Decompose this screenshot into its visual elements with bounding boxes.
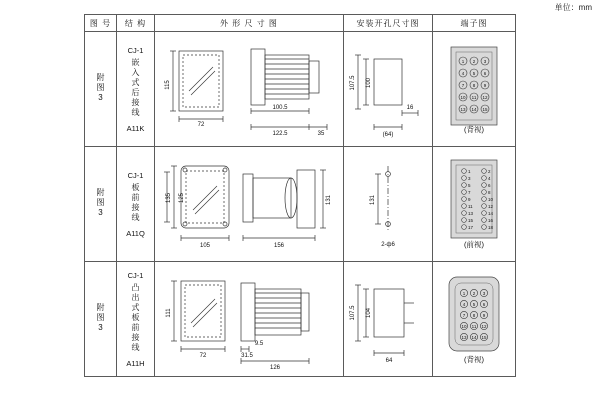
row3-outline-cell <box>154 262 343 377</box>
svg-text:13: 13 <box>460 107 466 112</box>
svg-text:18: 18 <box>487 225 493 230</box>
row2-num-label: 附图3 <box>96 187 105 219</box>
svg-text:5: 5 <box>472 71 476 76</box>
row1-hole-cell <box>343 32 432 147</box>
svg-text:6: 6 <box>483 71 487 76</box>
outline-drawing-svg-2 <box>155 148 343 261</box>
col-header-num: 图 号 <box>85 15 117 32</box>
svg-text:7: 7 <box>462 313 466 318</box>
svg-text:1: 1 <box>461 59 465 64</box>
svg-text:72: 72 <box>197 121 205 128</box>
svg-text:13: 13 <box>461 335 467 340</box>
row3-struct-wrap <box>117 270 154 369</box>
svg-text:6: 6 <box>482 302 486 307</box>
svg-text:13: 13 <box>467 211 473 216</box>
svg-text:10: 10 <box>487 197 493 202</box>
row1-struct-wrap <box>117 45 154 134</box>
dimension-table <box>84 14 516 377</box>
row1-outline-cell <box>154 32 343 147</box>
svg-text:17: 17 <box>467 225 473 230</box>
svg-text:3: 3 <box>483 59 487 64</box>
svg-text:107.5: 107.5 <box>349 74 356 91</box>
svg-text:135: 135 <box>165 192 172 203</box>
row1-num-cell <box>85 32 117 147</box>
svg-text:156: 156 <box>273 242 284 249</box>
row3-hole-cell <box>343 262 432 377</box>
outline-drawing-svg-1 <box>155 33 343 146</box>
svg-text:122.5: 122.5 <box>272 130 288 137</box>
svg-text:3: 3 <box>482 291 486 296</box>
svg-text:7: 7 <box>467 190 471 195</box>
row2-hole-cell <box>343 147 432 262</box>
svg-text:5: 5 <box>472 302 476 307</box>
svg-text:4: 4 <box>487 176 491 181</box>
svg-text:9: 9 <box>482 313 486 318</box>
svg-text:6: 6 <box>487 183 491 188</box>
row1-terminal-caption: (背视) <box>463 125 484 134</box>
svg-text:2: 2 <box>472 291 476 296</box>
svg-text:14: 14 <box>471 107 477 112</box>
svg-text:107.5: 107.5 <box>349 304 356 321</box>
svg-text:105: 105 <box>199 242 210 249</box>
col-header-struct: 结 构 <box>117 15 155 32</box>
svg-text:100.5: 100.5 <box>272 104 288 111</box>
row2-terminal-cell <box>432 147 515 262</box>
svg-text:4: 4 <box>462 302 466 307</box>
row2-outline-cell <box>154 147 343 262</box>
table-row <box>85 147 516 262</box>
svg-text:14: 14 <box>487 211 493 216</box>
svg-text:12: 12 <box>482 95 488 100</box>
outline-drawing-svg-3 <box>155 263 343 376</box>
svg-text:15: 15 <box>482 107 488 112</box>
svg-text:15: 15 <box>481 335 487 340</box>
row1-terminal-drawing <box>433 39 515 139</box>
row3-struct-bot: A11H <box>126 358 145 368</box>
row3-num-label: 附图3 <box>96 302 105 334</box>
svg-text:12: 12 <box>481 324 487 329</box>
row2-num-cell <box>85 147 117 262</box>
svg-text:11: 11 <box>471 95 477 100</box>
svg-text:1: 1 <box>462 291 466 296</box>
svg-text:125: 125 <box>178 192 185 203</box>
svg-text:8: 8 <box>487 190 491 195</box>
svg-text:14: 14 <box>471 335 477 340</box>
hole-drawing-svg-3 <box>344 263 432 376</box>
svg-text:104: 104 <box>365 307 372 318</box>
svg-text:8: 8 <box>472 83 476 88</box>
col-header-hole: 安装开孔尺寸图 <box>343 15 432 32</box>
svg-text:(64): (64) <box>382 131 394 138</box>
row2-struct-wrap <box>117 170 154 239</box>
svg-text:31.5: 31.5 <box>241 352 253 359</box>
col-header-terminal: 端子图 <box>432 15 515 32</box>
svg-text:8: 8 <box>472 313 476 318</box>
row3-struct-top: CJ-1 <box>127 270 144 280</box>
svg-text:2: 2 <box>472 59 476 64</box>
svg-text:9: 9 <box>483 83 487 88</box>
svg-text:11: 11 <box>471 324 477 329</box>
table-row <box>85 32 516 147</box>
unit-note: 单位：mm <box>554 3 592 12</box>
row2-struct-cell <box>117 147 155 262</box>
row3-outline-drawing <box>155 263 343 376</box>
svg-text:16: 16 <box>406 104 414 111</box>
svg-text:35: 35 <box>317 130 325 137</box>
row2-outline-drawing <box>155 148 343 261</box>
svg-text:131: 131 <box>369 194 376 205</box>
svg-text:2: 2 <box>487 169 491 174</box>
svg-text:1: 1 <box>467 169 471 174</box>
row3-struct-cell <box>117 262 155 377</box>
svg-text:12: 12 <box>487 204 493 209</box>
row1-outline-drawing <box>155 33 343 146</box>
svg-text:2-ф6: 2-ф6 <box>381 241 395 248</box>
row3-terminal-caption: (背视) <box>463 355 484 364</box>
row2-struct-bot: A11Q <box>126 228 145 238</box>
row1-num-label: 附图3 <box>96 72 105 104</box>
row3-terminal-drawing <box>433 269 515 369</box>
svg-text:100: 100 <box>365 77 372 88</box>
svg-text:115: 115 <box>164 79 171 90</box>
row1-struct-bot: A11K <box>126 123 145 133</box>
row3-struct-mid: 凸出式板前接线 <box>131 282 140 353</box>
table-header-row <box>85 15 516 32</box>
svg-text:9: 9 <box>467 197 471 202</box>
col-header-outline: 外 形 尺 寸 图 <box>154 15 343 32</box>
row2-struct-mid: 板前接线 <box>131 182 140 223</box>
row1-struct-cell <box>117 32 155 147</box>
hole-drawing-svg-2 <box>344 148 432 261</box>
svg-text:3: 3 <box>467 176 471 181</box>
hole-drawing-svg-1 <box>344 33 432 146</box>
row3-num-cell <box>85 262 117 377</box>
row1-terminal-cell <box>432 32 515 147</box>
svg-text:111: 111 <box>165 307 172 318</box>
row2-struct-top: CJ-1 <box>127 170 144 180</box>
row1-hole-drawing <box>344 33 432 146</box>
row2-terminal-drawing <box>433 154 515 254</box>
row1-struct-top: CJ-1 <box>127 45 144 55</box>
svg-text:131: 131 <box>325 194 332 205</box>
row3-terminal-cell <box>432 262 515 377</box>
row1-struct-mid: 嵌入式后接线 <box>131 57 140 118</box>
svg-text:5: 5 <box>467 183 471 188</box>
table-body <box>85 32 516 377</box>
svg-text:4: 4 <box>461 71 465 76</box>
row2-terminal-caption: (前视) <box>463 240 484 249</box>
svg-text:72: 72 <box>199 352 207 359</box>
svg-text:16: 16 <box>487 218 493 223</box>
svg-text:10: 10 <box>460 95 466 100</box>
svg-text:10: 10 <box>461 324 467 329</box>
svg-text:7: 7 <box>461 83 465 88</box>
row3-hole-drawing <box>344 263 432 376</box>
svg-text:15: 15 <box>467 218 473 223</box>
svg-text:64: 64 <box>385 357 393 364</box>
svg-text:11: 11 <box>467 204 473 209</box>
svg-text:126: 126 <box>269 364 280 371</box>
svg-text:9.5: 9.5 <box>254 340 264 347</box>
table-head <box>85 15 516 32</box>
row2-hole-drawing <box>344 148 432 261</box>
table-row <box>85 262 516 377</box>
